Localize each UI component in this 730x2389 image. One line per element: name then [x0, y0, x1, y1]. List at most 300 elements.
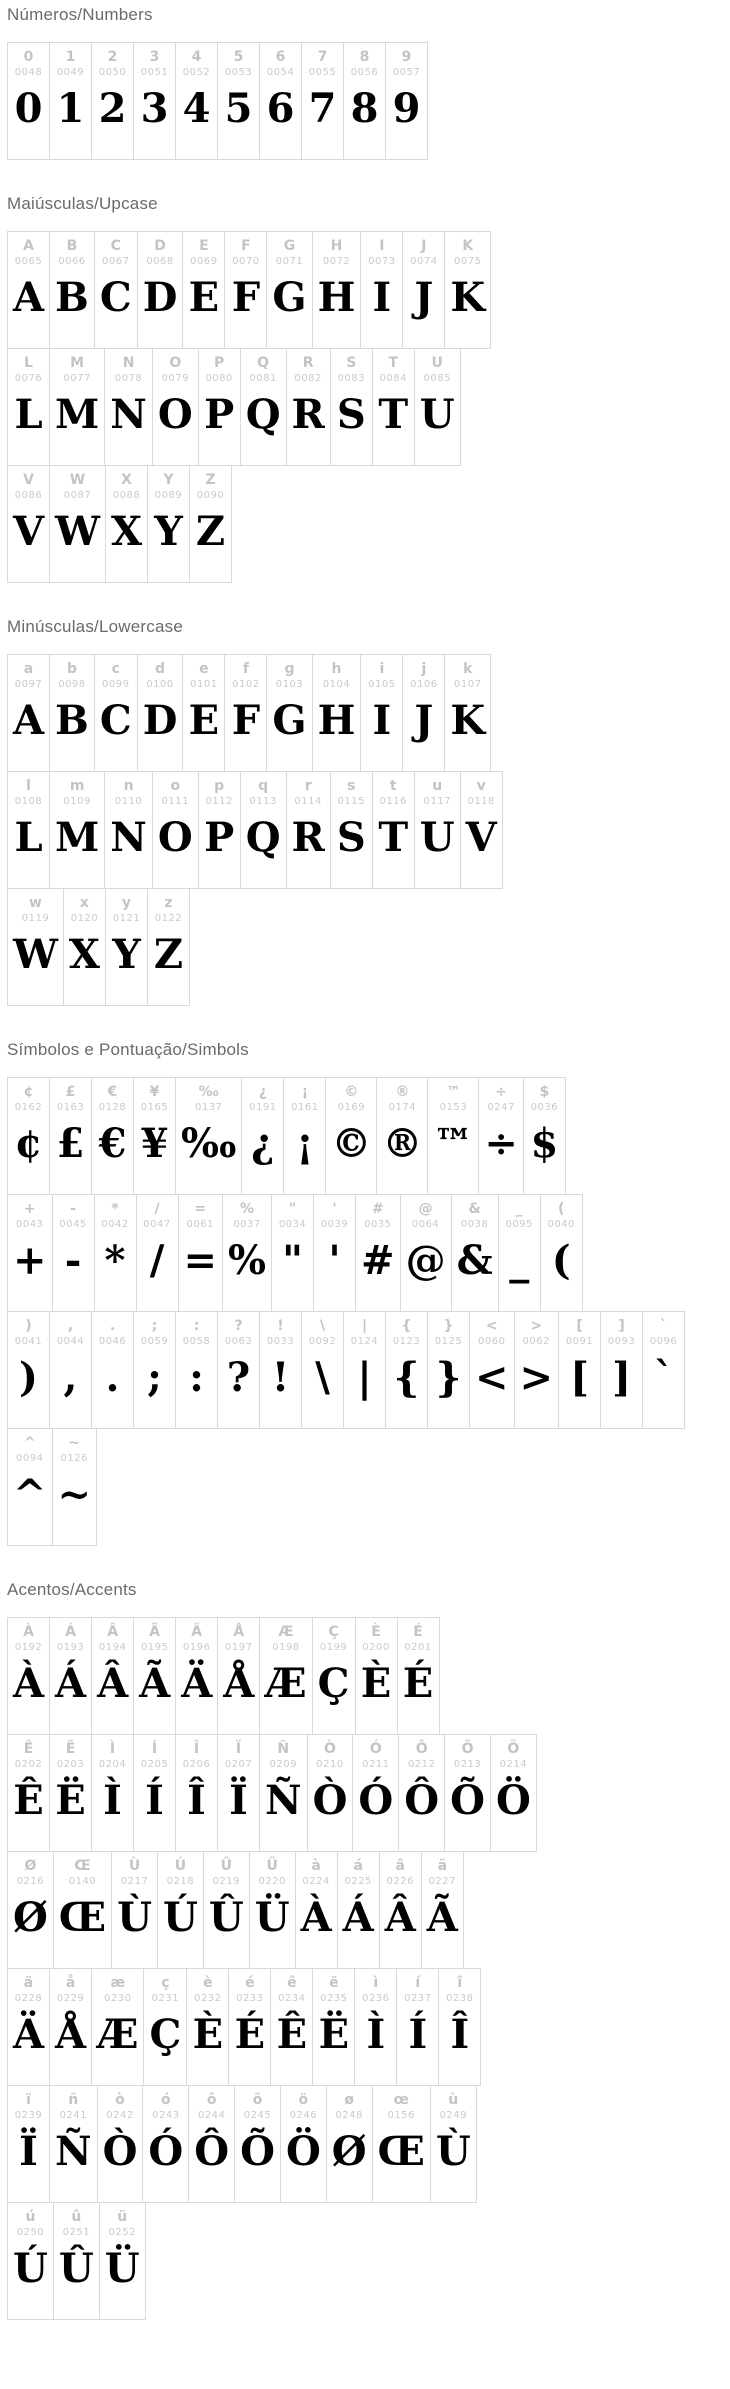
cell-label: A [23, 238, 34, 254]
cell-code: 0064 [411, 1219, 440, 1231]
character-row [7, 1968, 481, 2086]
cell-label: Ô [415, 1741, 428, 1757]
cell-code: 0097 [14, 679, 43, 691]
character-cell [287, 772, 331, 889]
cell-glyph: Ñ [265, 1777, 302, 1825]
character-cell [50, 349, 105, 466]
cell-glyph: X [110, 508, 143, 556]
character-cell [8, 1735, 50, 1852]
cell-label: â [395, 1858, 405, 1874]
cell-label: e [199, 661, 209, 677]
cell-code: 0048 [14, 67, 43, 79]
character-cell [92, 1969, 144, 2086]
cell-glyph: Ò [102, 2128, 138, 2176]
cell-label: , [67, 1318, 74, 1334]
character-cell [50, 772, 105, 889]
cell-glyph: J [414, 274, 434, 322]
cell-label: ¿ [258, 1084, 267, 1100]
cell-glyph: G [272, 697, 307, 745]
cell-code: 0055 [308, 67, 337, 79]
cell-label: ñ [68, 2092, 79, 2108]
cell-label: Ä [191, 1624, 203, 1640]
cell-glyph: W [13, 931, 58, 979]
cell-label: & [468, 1201, 481, 1217]
cell-glyph: È [192, 2011, 224, 2059]
cell-label: ù [448, 2092, 459, 2108]
cell-label: : [193, 1318, 200, 1334]
cell-label: ç [161, 1975, 170, 1991]
cell-glyph: Î [450, 2011, 470, 2059]
cell-code: 0238 [446, 1993, 474, 2005]
cell-code: 0095 [505, 1219, 533, 1231]
cell-glyph: Õ [450, 1777, 485, 1825]
character-cell [386, 43, 428, 160]
cell-code: 0252 [108, 2227, 136, 2239]
character-cell [50, 43, 92, 160]
character-cell [92, 1735, 134, 1852]
character-cell [134, 43, 176, 160]
cell-glyph: ¢ [14, 1120, 43, 1168]
cell-code: 0213 [453, 1759, 482, 1771]
sections [7, 5, 730, 2320]
cell-label: 5 [233, 49, 244, 65]
cell-glyph: 8 [350, 85, 379, 133]
cell-code: 0082 [294, 373, 322, 385]
cell-code: 0116 [379, 796, 407, 808]
character-cell [50, 466, 106, 583]
character-row [7, 231, 491, 349]
cell-code: 0051 [140, 67, 169, 79]
cell-glyph: I [372, 697, 392, 745]
cell-glyph: Ñ [55, 2128, 92, 2176]
cell-code: 0109 [63, 796, 91, 808]
cell-glyph: Û [208, 1894, 244, 1942]
cell-code: 0251 [62, 2227, 91, 2239]
character-cell [250, 1852, 296, 1969]
cell-code: 0107 [454, 679, 482, 691]
character-cell [105, 772, 153, 889]
cell-glyph: Ï [229, 1777, 248, 1825]
cell-label: Ç [328, 1624, 339, 1640]
section-title: Acentos/Accents [7, 1580, 137, 1599]
cell-label: Ö [507, 1741, 520, 1757]
cell-glyph: R [291, 391, 325, 439]
character-cell [50, 1618, 92, 1735]
cell-code: 0073 [368, 256, 396, 268]
cell-code: 0088 [112, 490, 141, 502]
cell-glyph: ¡ [296, 1120, 314, 1168]
cell-label: = [194, 1201, 207, 1217]
cell-code: 0199 [319, 1642, 348, 1654]
cell-glyph: Á [342, 1894, 374, 1942]
character-cell [8, 1312, 50, 1429]
character-cell [415, 772, 461, 889]
cell-glyph: K [450, 697, 486, 745]
cell-label: j [421, 661, 427, 677]
character-cell [559, 1312, 601, 1429]
character-cell [218, 1312, 260, 1429]
character-section [7, 1580, 730, 2320]
cell-code: 0103 [275, 679, 304, 691]
cell-code: 0090 [196, 490, 225, 502]
cell-code: 0137 [194, 1102, 223, 1114]
cell-glyph: F [231, 274, 261, 322]
cell-code: 0209 [269, 1759, 297, 1771]
character-cell [8, 1852, 54, 1969]
cell-glyph: N [110, 814, 147, 862]
cell-label: b [66, 661, 77, 677]
cell-label: > [530, 1318, 543, 1334]
cell-label: w [28, 895, 42, 911]
character-cell [8, 889, 64, 1006]
cell-label: ? [234, 1318, 243, 1334]
character-row [7, 1428, 97, 1546]
cell-code: 0059 [140, 1336, 169, 1348]
cell-glyph: Ú [162, 1894, 198, 1942]
character-cell [281, 2086, 327, 2203]
cell-label: K [462, 238, 474, 254]
cell-label: # [371, 1201, 384, 1217]
character-cell [187, 1969, 229, 2086]
cell-code: 0117 [423, 796, 451, 808]
cell-glyph: R [291, 814, 325, 862]
cell-code: 0125 [434, 1336, 463, 1348]
character-cell [373, 349, 415, 466]
cell-glyph: Ê [13, 1777, 44, 1825]
cell-label: ¥ [149, 1084, 160, 1100]
character-cell [344, 1312, 386, 1429]
cell-label: E [199, 238, 209, 254]
cell-glyph: ^ [13, 1471, 47, 1519]
cell-label: o [170, 778, 181, 794]
cell-glyph: # [361, 1237, 395, 1285]
cell-label: ô [206, 2092, 217, 2108]
cell-label: È [371, 1624, 381, 1640]
character-cell [92, 1312, 134, 1429]
character-cell [445, 232, 491, 349]
cell-code: 0036 [530, 1102, 559, 1114]
cell-glyph: Ã [139, 1660, 171, 1708]
cell-glyph: ( [551, 1237, 571, 1285]
character-cell [461, 772, 503, 889]
cell-code: 0052 [182, 67, 211, 79]
cell-label: _ [515, 1201, 523, 1217]
cell-glyph: Æ [97, 2011, 139, 2059]
cell-code: 0039 [320, 1219, 349, 1231]
cell-code: 0047 [143, 1219, 171, 1231]
character-cell [53, 1429, 98, 1546]
character-cell [260, 1735, 308, 1852]
cell-label: n [123, 778, 134, 794]
cell-glyph: 5 [224, 85, 253, 133]
cell-glyph: Ï [19, 2128, 38, 2176]
cell-label: U [431, 355, 443, 371]
character-cell [8, 2086, 50, 2203]
character-cell [308, 1735, 354, 1852]
cell-code: 0192 [14, 1642, 43, 1654]
character-cell [267, 655, 312, 772]
section-title: Maiúsculas/Upcase [7, 194, 158, 213]
cell-label: Â [107, 1624, 119, 1640]
cell-label: Z [205, 472, 216, 488]
cell-label: Ì [109, 1741, 116, 1757]
cell-label: Œ [74, 1858, 91, 1874]
cell-code: 0174 [388, 1102, 417, 1114]
character-row [7, 465, 232, 583]
cell-label: ä [23, 1975, 34, 1991]
cell-glyph: \ [315, 1354, 330, 1402]
cell-code: 0077 [63, 373, 91, 385]
cell-code: 0128 [98, 1102, 127, 1114]
character-cell [134, 1312, 176, 1429]
cell-glyph: D [142, 274, 178, 322]
cell-glyph: ; [147, 1354, 162, 1402]
character-cell [176, 1312, 218, 1429]
cell-code: 0197 [225, 1642, 253, 1654]
cell-code: 0119 [21, 913, 50, 925]
cell-code: 0242 [106, 2110, 134, 2122]
cell-glyph: < [475, 1354, 509, 1402]
character-cell [138, 232, 184, 349]
character-cell [314, 1195, 356, 1312]
cell-code: 0162 [14, 1102, 43, 1114]
cell-glyph: Y [154, 508, 183, 556]
cell-glyph: Z [153, 931, 184, 979]
cell-glyph: ? [226, 1354, 251, 1402]
cell-glyph: Ø [331, 2128, 367, 2176]
cell-code: 0080 [205, 373, 233, 385]
character-cell [386, 1312, 428, 1429]
character-cell [8, 1618, 50, 1735]
character-cell [313, 1969, 355, 2086]
character-cell [8, 1078, 50, 1195]
cell-label: ) [25, 1318, 32, 1334]
cell-label: 2 [107, 49, 118, 65]
cell-label: g [284, 661, 295, 677]
cell-code: 0248 [335, 2110, 363, 2122]
cell-code: 0086 [14, 490, 43, 502]
cell-label: É [413, 1624, 423, 1640]
cell-label: Ò [324, 1741, 336, 1757]
cell-code: 0220 [258, 1876, 286, 1888]
cell-label: 8 [359, 49, 370, 65]
cell-label: R [302, 355, 314, 371]
section-title: Símbolos e Pontuação/Simbols [7, 1040, 249, 1059]
character-row [7, 1617, 440, 1735]
cell-label: ÷ [495, 1084, 508, 1100]
cell-glyph: - [64, 1237, 82, 1285]
cell-label: 7 [317, 49, 328, 65]
cell-glyph: $ [530, 1120, 559, 1168]
cell-glyph: I [372, 274, 392, 322]
character-cell [112, 1852, 158, 1969]
cell-code: 0087 [63, 490, 92, 502]
cell-code: 0203 [56, 1759, 85, 1771]
cell-label: P [214, 355, 225, 371]
cell-glyph: , [63, 1354, 78, 1402]
character-row [7, 348, 461, 466]
character-cell [302, 1312, 344, 1429]
character-cell [445, 1735, 491, 1852]
cell-label: $ [539, 1084, 550, 1100]
character-cell [8, 1969, 50, 2086]
character-cell [223, 1195, 272, 1312]
character-row [7, 2085, 477, 2203]
cell-label: õ [252, 2092, 263, 2108]
cell-code: 0050 [98, 67, 127, 79]
cell-glyph: " [282, 1237, 303, 1285]
cell-glyph: © [331, 1120, 372, 1168]
character-cell [50, 1312, 92, 1429]
cell-label: 6 [275, 49, 286, 65]
cell-glyph: S [336, 814, 366, 862]
cell-label: À [23, 1624, 34, 1640]
cell-code: 0236 [362, 1993, 390, 2005]
cell-code: 0066 [58, 256, 86, 268]
character-cell [92, 1078, 134, 1195]
cell-code: 0225 [344, 1876, 372, 1888]
cell-code: 0224 [302, 1876, 330, 1888]
cell-code: 0219 [212, 1876, 241, 1888]
cell-glyph: £ [56, 1120, 85, 1168]
cell-glyph: G [272, 274, 307, 322]
cell-code: 0200 [362, 1642, 390, 1654]
cell-glyph: S [336, 391, 366, 439]
character-cell [50, 2086, 98, 2203]
section-title: Minúsculas/Lowercase [7, 617, 183, 636]
cell-label: ¡ [301, 1084, 309, 1100]
cell-glyph: Y [112, 931, 141, 979]
cell-glyph: Ó [358, 1777, 394, 1825]
cell-glyph: [ [570, 1354, 589, 1402]
cell-code: 0214 [499, 1759, 528, 1771]
character-cell [100, 2203, 146, 2320]
character-cell [327, 2086, 373, 2203]
cell-label: H [330, 238, 343, 254]
character-cell [272, 1195, 314, 1312]
character-cell [95, 655, 138, 772]
character-cell [134, 1078, 176, 1195]
cell-glyph: ~ [57, 1471, 92, 1519]
cell-label: 3 [149, 49, 160, 65]
cell-code: 0241 [59, 2110, 87, 2122]
cell-label: N [122, 355, 135, 371]
cell-code: 0153 [439, 1102, 468, 1114]
cell-code: 0156 [387, 2110, 415, 2122]
cell-label: ë [329, 1975, 339, 1991]
character-cell [380, 1852, 422, 1969]
cell-label: a [23, 661, 34, 677]
character-cell [218, 1735, 260, 1852]
cell-label: < [485, 1318, 498, 1334]
cell-glyph: Œ [58, 1894, 107, 1942]
cell-label: r [304, 778, 312, 794]
cell-code: 0210 [316, 1759, 344, 1771]
cell-glyph: E [188, 274, 220, 322]
cell-label: © [344, 1084, 359, 1100]
cell-glyph: A [13, 274, 45, 322]
cell-label: ~ [68, 1435, 81, 1451]
character-cell [524, 1078, 566, 1195]
cell-code: 0085 [423, 373, 451, 385]
cell-glyph: Ë [55, 1777, 86, 1825]
cell-code: 0075 [454, 256, 482, 268]
cell-code: 0063 [224, 1336, 253, 1348]
cell-code: 0249 [439, 2110, 468, 2122]
character-cell [8, 655, 50, 772]
cell-code: 0062 [522, 1336, 550, 1348]
character-cell [338, 1852, 380, 1969]
character-cell [105, 349, 153, 466]
cell-code: 0060 [478, 1336, 506, 1348]
character-cell [377, 1078, 428, 1195]
cell-glyph: . [105, 1354, 120, 1402]
cell-label: ú [25, 2209, 36, 2225]
cell-code: 0042 [101, 1219, 129, 1231]
cell-label: ï [26, 2092, 31, 2108]
character-cell [499, 1195, 541, 1312]
cell-code: 0244 [197, 2110, 226, 2122]
cell-label: á [353, 1858, 363, 1874]
character-row [7, 1077, 566, 1195]
character-cell [271, 1969, 313, 2086]
cell-code: 0239 [14, 2110, 43, 2122]
character-cell [190, 466, 232, 583]
character-cell [8, 466, 50, 583]
cell-label: £ [65, 1084, 76, 1100]
cell-code: 0201 [404, 1642, 432, 1654]
cell-label: Ï [235, 1741, 242, 1757]
character-cell [643, 1312, 685, 1429]
cell-label: ‰ [198, 1084, 219, 1100]
cell-code: 0217 [120, 1876, 149, 1888]
cell-glyph: ¿ [251, 1120, 275, 1168]
character-section [7, 194, 730, 583]
character-cell [403, 232, 445, 349]
character-cell [53, 1195, 95, 1312]
cell-code: 0246 [289, 2110, 318, 2122]
cell-label: ! [277, 1318, 284, 1334]
cell-code: 0054 [266, 67, 295, 79]
cell-label: æ [110, 1975, 126, 1991]
cell-code: 0123 [392, 1336, 421, 1348]
cell-glyph: Ú [13, 2245, 48, 2293]
cell-glyph: O [157, 391, 193, 439]
character-cell [260, 43, 302, 160]
character-cell [225, 232, 267, 349]
character-cell [235, 2086, 281, 2203]
cell-label: - [70, 1201, 76, 1217]
character-cell [143, 2086, 189, 2203]
cell-glyph: O [157, 814, 193, 862]
character-cell [313, 1618, 356, 1735]
cell-label: * [111, 1201, 119, 1217]
cell-label: ` [660, 1318, 668, 1334]
cell-glyph: À [300, 1894, 332, 1942]
cell-label: D [154, 238, 166, 254]
cell-glyph: @ [405, 1237, 446, 1285]
cell-label: F [241, 238, 251, 254]
character-cell [302, 43, 344, 160]
cell-code: 0092 [308, 1336, 337, 1348]
cell-label: 0 [23, 49, 34, 65]
character-cell [415, 349, 461, 466]
cell-code: 0231 [151, 1993, 180, 2005]
cell-code: 0065 [14, 256, 43, 268]
character-cell [64, 889, 106, 1006]
character-cell [50, 1969, 92, 2086]
cell-glyph: = [183, 1237, 218, 1285]
